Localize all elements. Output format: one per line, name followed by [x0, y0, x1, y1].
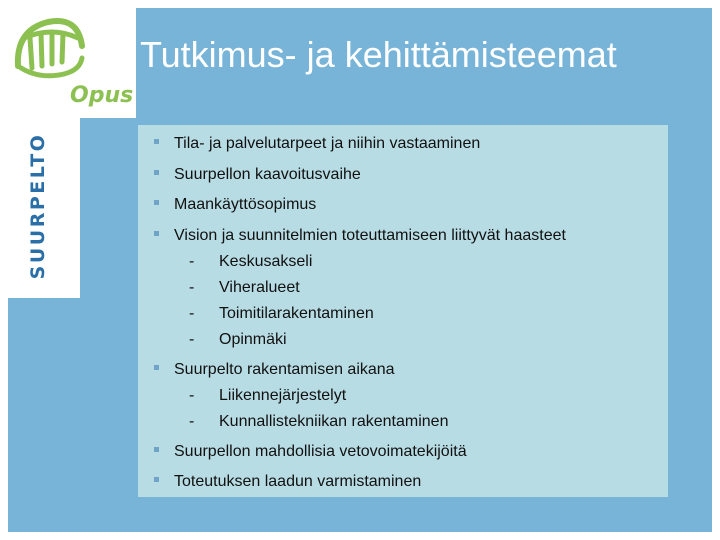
list-item: Tila- ja palvelutarpeet ja niihin vastaaminen: [154, 131, 480, 157]
bullet-icon: [154, 447, 159, 452]
page-title: Tutkimus- ja kehittämisteemat: [140, 34, 617, 75]
sub-list-item: - Opinmäki: [189, 331, 287, 348]
list-item: Maankäyttösopimus: [154, 192, 316, 218]
sub-list-item: - Viheralueet: [189, 279, 300, 296]
sub-list: [154, 383, 448, 435]
bullet-icon: [154, 477, 159, 482]
list-item: Suurpellon mahdollisia vetovoimatekijöitä: [154, 439, 467, 465]
bullet-icon: [154, 170, 159, 175]
bullet-icon: [154, 200, 159, 205]
sub-list-item: - Liikennejärjestelyt: [189, 387, 347, 404]
sub-list: [154, 249, 566, 353]
svg-text:Opus: Opus: [70, 83, 134, 108]
bullet-icon: [154, 231, 159, 236]
sub-list-item: - Keskusakseli: [189, 253, 313, 270]
list-item: Toteutuksen laadun varmistaminen: [154, 469, 421, 495]
list-item: Suurpellon kaavoitusvaihe: [154, 162, 361, 188]
opus-logo-icon: [8, 8, 136, 118]
bullet-icon: [154, 139, 159, 144]
opus-logo: [8, 8, 136, 118]
bullet-icon: [154, 365, 159, 370]
side-label: SUURPELTO: [27, 132, 49, 280]
list-item: Vision ja suunnitelmien toteuttamiseen liittyvät haasteet - Keskusakseli - Viheralueet - Toimitilarakentaminen - Opinmäki: [154, 223, 566, 353]
list-item: Suurpelto rakentamisen aikana - Liikennejärjestelyt - Kunnallistekniikan rakentaminen: [154, 357, 448, 435]
sub-list-item: - Kunnallistekniikan rakentaminen: [189, 413, 449, 430]
sub-list-item: - Toimitilarakentaminen: [189, 305, 374, 322]
content-box: [138, 125, 668, 497]
